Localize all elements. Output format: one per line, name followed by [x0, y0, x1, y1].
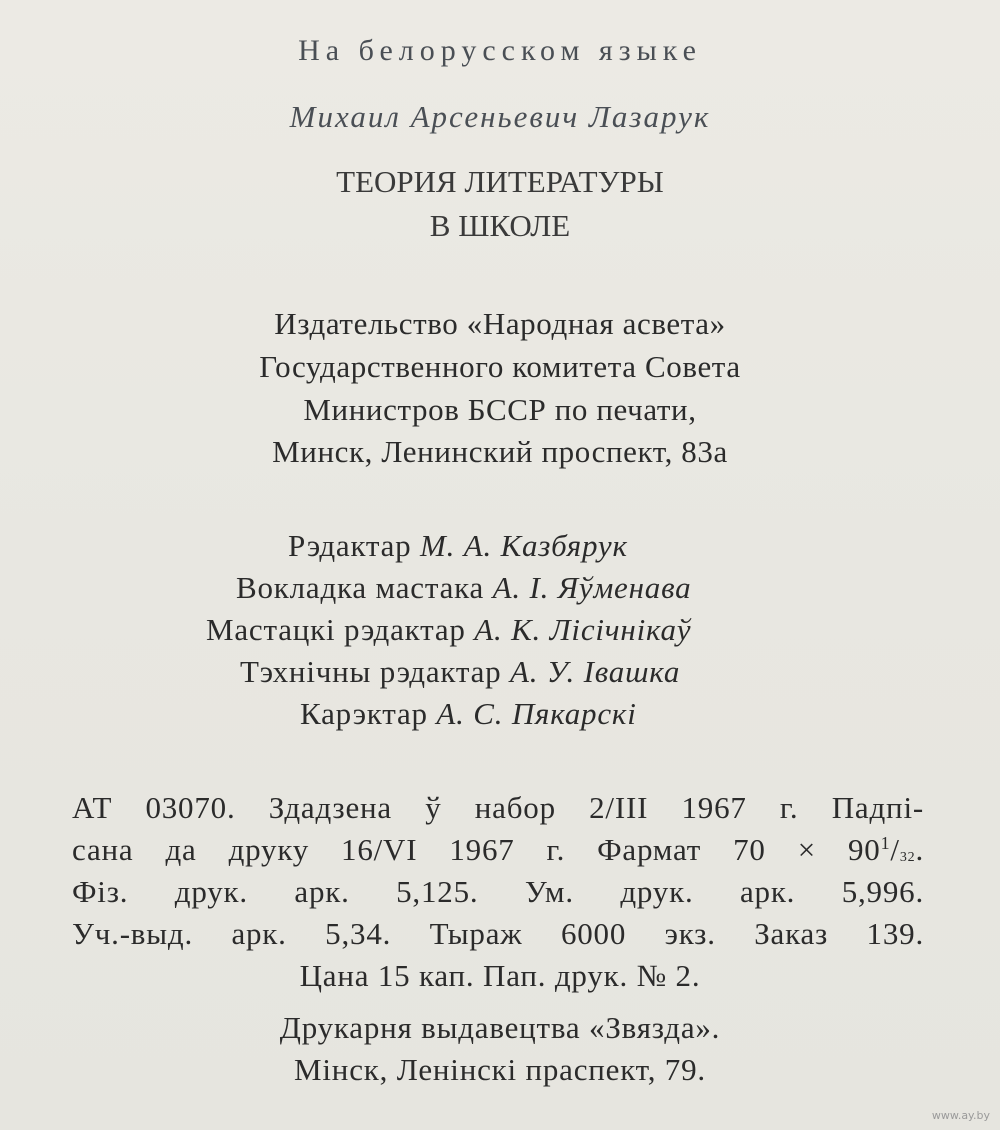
imprint-line-5: Цана 15 кап. Пап. друк. № 2. [299, 958, 701, 993]
imprint-format-slash: / [890, 832, 900, 867]
publisher-line-4: Минск, Ленинский проспект, 83а [272, 434, 728, 469]
watermark: www.ay.by [931, 1109, 990, 1122]
imprint-line-2 [72, 834, 924, 865]
imprint-line-3: Фіз. друк. арк. 5,125. Ум. друк. арк. 5,996. [72, 874, 924, 909]
credit-role: Тэхнічны рэдактар [240, 654, 502, 689]
imprint-format-text: сана да друку 16/VI 1967 г. Фармат 70 × 90 [72, 832, 881, 867]
publisher-line-1: Издательство «Народная асвета» [274, 306, 726, 341]
credit-role: Мастацкі рэдактар [206, 612, 466, 647]
credit-role: Рэдактар [288, 528, 412, 563]
imprint-line-1: АТ 03070. Здадзена ў набор 2/III 1967 г. Падпі- [72, 790, 924, 825]
credit-technical-editor [240, 656, 680, 687]
book-title-line-1: ТЕОРИЯ ЛИТЕРАТУРЫ [336, 164, 664, 199]
credit-art-editor [206, 614, 691, 645]
imprint-format-end: . [915, 832, 924, 867]
credit-name: А. С. Пякарскі [436, 696, 637, 731]
credit-name: А. У. Івашка [510, 654, 681, 689]
credit-editor [288, 530, 628, 561]
credit-name: А. І. Яўменава [492, 570, 692, 605]
credit-role: Вокладка мастака [236, 570, 485, 605]
credit-proofreader [300, 698, 637, 729]
imprint-format-sub: 32 [899, 850, 916, 865]
imprint-line-4: Уч.-выд. арк. 5,34. Тыраж 6000 экз. Заказ 139. [72, 916, 924, 951]
publisher-line-3: Министров БССР по печати, [303, 392, 697, 427]
credit-role: Карэктар [300, 696, 428, 731]
credit-name: М. А. Казбярук [420, 528, 628, 563]
author-name: Михаил Арсеньевич Лазарук [289, 99, 711, 134]
book-title-line-2: В ШКОЛЕ [429, 208, 571, 243]
imprint-format-sup: 1 [880, 833, 891, 853]
language-note: На белорусском языке [298, 34, 702, 67]
credit-cover-artist [236, 572, 691, 603]
printer-line-1: Друкарня выдавецтва «Звязда». [279, 1010, 721, 1045]
credit-name: А. К. Лісічнікаў [474, 612, 692, 647]
publisher-line-2: Государственного комитета Совета [259, 349, 741, 384]
printer-line-2: Мінск, Ленінскі праспект, 79. [294, 1052, 706, 1087]
